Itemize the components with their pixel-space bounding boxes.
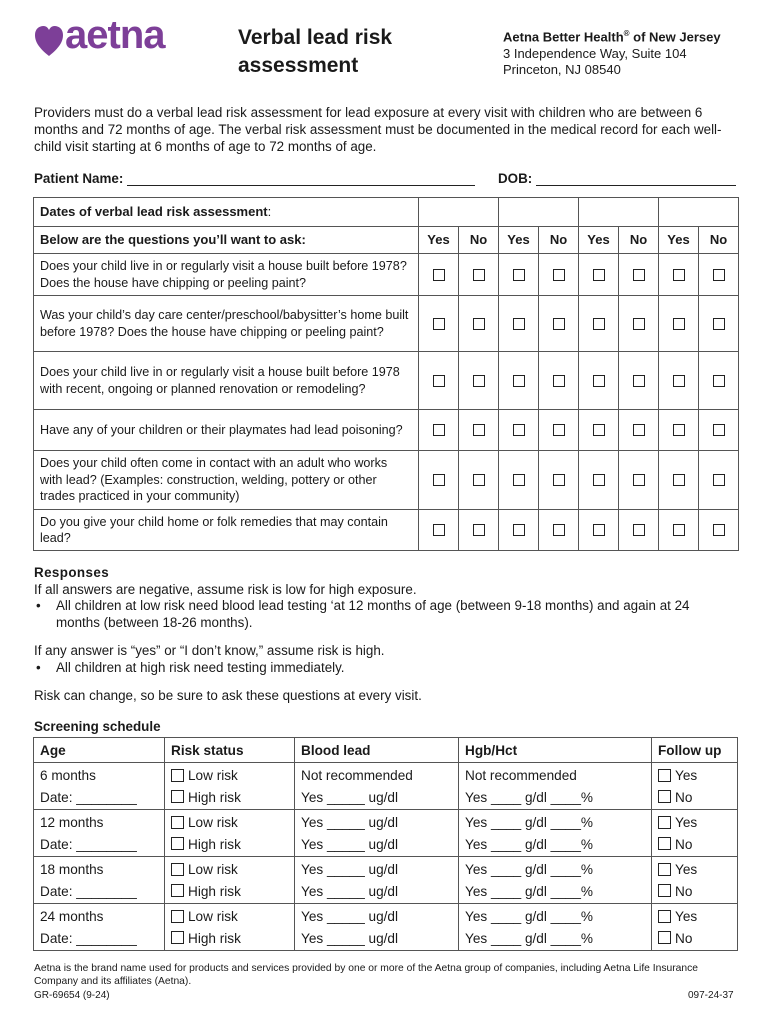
header-age: Age — [34, 738, 165, 763]
follow-no-label: No — [675, 930, 693, 946]
low-risk-label: Low risk — [188, 862, 238, 877]
age: 18 months — [40, 862, 104, 877]
org-address — [503, 26, 721, 79]
col-label: Yes — [579, 227, 619, 254]
page-title — [238, 24, 458, 80]
follow-yes-label: Yes — [675, 862, 698, 877]
header-hgb: Hgb/Hct — [459, 738, 652, 763]
checkbox[interactable] — [513, 318, 525, 330]
high-risk-label: High risk — [188, 883, 241, 899]
schedule-row — [34, 904, 738, 951]
checkbox[interactable] — [713, 524, 725, 536]
col-label: No — [619, 227, 659, 254]
checkbox[interactable] — [633, 474, 645, 486]
checkbox[interactable] — [553, 318, 565, 330]
blood-lead-1[interactable]: Not recommended — [301, 768, 413, 783]
follow-yes-label: Yes — [675, 815, 698, 830]
checkbox[interactable] — [673, 375, 685, 387]
responses-heading: Responses — [34, 565, 110, 580]
header-follow: Follow up — [652, 738, 738, 763]
checkbox[interactable] — [658, 910, 671, 923]
checkbox[interactable] — [433, 318, 445, 330]
checkbox[interactable] — [713, 318, 725, 330]
age: 12 months — [40, 815, 104, 830]
brand-wordmark: aetna — [65, 13, 165, 57]
checkbox[interactable] — [513, 424, 525, 436]
checkbox[interactable] — [433, 474, 445, 486]
checkbox[interactable] — [513, 269, 525, 281]
question-text: Does your child often come in contact with an adult who works with lead? (Examples: construction, welding, pottery or other trades practiced in your community) — [34, 451, 419, 510]
checkbox[interactable] — [473, 375, 485, 387]
checkbox[interactable] — [658, 884, 671, 897]
intro-paragraph: Providers must do a verbal lead risk assessment for lead exposure at every visit with children who are between 6 months and 72 months of age. The verbal risk assessment must be documented in the medical record for each well-child visit starting at 6 months of age to 72 months of age. — [34, 105, 722, 154]
col-label: No — [699, 227, 739, 254]
low-risk-label: Low risk — [188, 815, 238, 830]
date-field-3[interactable] — [579, 198, 659, 227]
question-row — [34, 510, 739, 551]
question-text: Does your child live in or regularly visit a house built before 1978 with recent, ongoing or planned renovation or remodeling? — [34, 352, 419, 410]
hgb-2[interactable]: Yes ____ g/dl ____% — [465, 789, 593, 805]
header-risk: Risk status — [165, 738, 295, 763]
checkbox[interactable] — [473, 474, 485, 486]
question-row — [34, 352, 739, 410]
aetna-logo — [34, 13, 194, 62]
questions-header-row — [34, 227, 739, 254]
positive-text: If any answer is “yes” or “I don’t know,” assume risk is high. — [34, 643, 385, 658]
follow-no-label: No — [675, 836, 693, 852]
header-blood: Blood lead — [295, 738, 459, 763]
questions-header-label: Below are the questions you’ll want to ask: — [34, 227, 419, 254]
col-label: Yes — [419, 227, 459, 254]
checkbox[interactable] — [633, 269, 645, 281]
col-label: No — [459, 227, 499, 254]
checkbox[interactable] — [171, 884, 184, 897]
footer-disclaimer: Aetna is the brand name used for products and services provided by one or more of the Aetna group of companies, including Aetna Life Insurance Company and its affiliates (Aetna). — [34, 963, 698, 987]
checkbox[interactable] — [553, 524, 565, 536]
checkbox[interactable] — [171, 816, 184, 829]
schedule-row — [34, 763, 738, 810]
follow-yes-label: Yes — [675, 909, 698, 924]
hgb-1[interactable]: Yes ____ g/dl ____% — [465, 815, 593, 830]
dates-row — [34, 198, 739, 227]
title-line-1: Verbal lead risk — [238, 26, 393, 49]
date-field[interactable]: Date: ________ — [40, 789, 137, 805]
col-label: Yes — [659, 227, 699, 254]
follow-yes-label: Yes — [675, 768, 698, 783]
patient-name-row — [34, 171, 475, 186]
checkbox[interactable] — [593, 269, 605, 281]
checkbox[interactable] — [713, 474, 725, 486]
positive-bullet: • All children at high risk need testing immediately. — [34, 660, 734, 677]
schedule-row — [34, 810, 738, 857]
checkbox[interactable] — [553, 474, 565, 486]
question-text: Does your child live in or regularly visit a house built before 1978? Does the house have chipping or peeling paint? — [34, 254, 419, 296]
org-name-line — [503, 26, 721, 46]
question-row — [34, 254, 739, 296]
checkbox[interactable] — [658, 816, 671, 829]
negative-text: If all answers are negative, assume risk is low for high exposure. — [34, 581, 417, 597]
registered-mark: ® — [623, 29, 630, 38]
checkbox[interactable] — [171, 837, 184, 850]
blood-lead-2[interactable]: Yes _____ ug/dl — [301, 883, 399, 899]
checkbox[interactable] — [633, 424, 645, 436]
schedule-table — [33, 737, 738, 951]
checkbox[interactable] — [713, 269, 725, 281]
question-row — [34, 410, 739, 451]
date-field-1[interactable] — [419, 198, 499, 227]
checkbox[interactable] — [633, 318, 645, 330]
checkbox[interactable] — [553, 424, 565, 436]
questions-table — [33, 197, 739, 551]
checkbox[interactable] — [593, 474, 605, 486]
schedule-title: Screening schedule — [34, 719, 161, 734]
checkbox[interactable] — [473, 424, 485, 436]
checkbox[interactable] — [593, 318, 605, 330]
risk-note: Risk can change, so be sure to ask these questions at every visit. — [34, 688, 422, 703]
checkbox[interactable] — [593, 424, 605, 436]
question-text: Was your child’s day care center/preschool/babysitter’s home built before 1978? Does the house have chipping or peeling paint? — [34, 296, 419, 352]
checkbox[interactable] — [433, 375, 445, 387]
checkbox[interactable] — [673, 318, 685, 330]
patient-name-label: Patient Name: — [34, 171, 124, 186]
checkbox[interactable] — [593, 375, 605, 387]
blood-lead-1[interactable]: Yes _____ ug/dl — [301, 909, 399, 924]
checkbox[interactable] — [713, 424, 725, 436]
question-row — [34, 451, 739, 510]
blood-lead-2[interactable]: Yes _____ ug/dl — [301, 836, 399, 852]
checkbox[interactable] — [658, 837, 671, 850]
checkbox[interactable] — [171, 863, 184, 876]
dates-label-cell: Dates of verbal lead risk assessment: — [34, 198, 419, 227]
checkbox[interactable] — [633, 375, 645, 387]
checkbox[interactable] — [673, 424, 685, 436]
checkbox[interactable] — [473, 524, 485, 536]
schedule-header-row — [34, 738, 738, 763]
dob-row — [498, 171, 736, 186]
low-risk-label: Low risk — [188, 768, 238, 783]
schedule-row — [34, 857, 738, 904]
checkbox[interactable] — [673, 474, 685, 486]
checkbox[interactable] — [433, 269, 445, 281]
checkbox[interactable] — [553, 269, 565, 281]
checkbox[interactable] — [171, 790, 184, 803]
responses-section — [34, 565, 734, 705]
question-row — [34, 296, 739, 352]
question-text: Do you give your child home or folk remedies that may contain lead? — [34, 510, 419, 551]
blood-lead-2[interactable]: Yes _____ ug/dl — [301, 930, 399, 946]
org-name: Aetna Better Health — [503, 29, 624, 45]
dob-label: DOB: — [498, 171, 533, 186]
high-risk-label: High risk — [188, 836, 241, 852]
date-field[interactable]: Date: ________ — [40, 836, 137, 852]
hgb-1[interactable]: Yes ____ g/dl ____% — [465, 909, 593, 924]
patient-name-field[interactable] — [127, 172, 475, 186]
checkbox[interactable] — [171, 910, 184, 923]
blood-lead-2[interactable]: Yes _____ ug/dl — [301, 789, 399, 805]
checkbox[interactable] — [513, 524, 525, 536]
address-line-2: Princeton, NJ 08540 — [503, 62, 621, 78]
age: 24 months — [40, 909, 104, 924]
checkbox[interactable] — [433, 424, 445, 436]
date-field[interactable]: Date: ________ — [40, 883, 137, 899]
hgb-1[interactable]: Not recommended — [465, 768, 577, 783]
blood-lead-1[interactable]: Yes _____ ug/dl — [301, 862, 399, 877]
col-label: No — [539, 227, 579, 254]
hgb-2[interactable]: Yes ____ g/dl ____% — [465, 883, 593, 899]
checkbox[interactable] — [553, 375, 565, 387]
low-risk-label: Low risk — [188, 909, 238, 924]
checkbox[interactable] — [658, 931, 671, 944]
checkbox[interactable] — [171, 931, 184, 944]
checkbox[interactable] — [673, 524, 685, 536]
checkbox[interactable] — [513, 474, 525, 486]
col-label: Yes — [499, 227, 539, 254]
checkbox[interactable] — [593, 524, 605, 536]
checkbox[interactable] — [658, 863, 671, 876]
doc-code: 097-24-37 — [688, 990, 734, 1001]
hgb-1[interactable]: Yes ____ g/dl ____% — [465, 862, 593, 877]
checkbox[interactable] — [658, 769, 671, 782]
age: 6 months — [40, 768, 96, 783]
checkbox[interactable] — [673, 269, 685, 281]
org-region: of New Jersey — [629, 29, 721, 45]
address-line-1: 3 Independence Way, Suite 104 — [503, 45, 687, 61]
dob-field[interactable] — [536, 172, 736, 186]
checkbox[interactable] — [633, 524, 645, 536]
hgb-2[interactable]: Yes ____ g/dl ____% — [465, 836, 593, 852]
question-text: Have any of your children or their playmates had lead poisoning? — [34, 410, 419, 451]
blood-lead-1[interactable]: Yes _____ ug/dl — [301, 815, 399, 830]
date-field[interactable]: Date: ________ — [40, 930, 137, 946]
checkbox[interactable] — [171, 769, 184, 782]
date-field-4[interactable] — [659, 198, 739, 227]
high-risk-label: High risk — [188, 930, 241, 946]
checkbox[interactable] — [473, 269, 485, 281]
checkbox[interactable] — [433, 524, 445, 536]
checkbox[interactable] — [473, 318, 485, 330]
follow-no-label: No — [675, 883, 693, 899]
checkbox[interactable] — [513, 375, 525, 387]
high-risk-label: High risk — [188, 789, 241, 805]
title-line-2: assessment — [238, 54, 359, 77]
date-field-2[interactable] — [499, 198, 579, 227]
form-code: GR-69654 (9-24) — [34, 990, 110, 1001]
checkbox[interactable] — [713, 375, 725, 387]
negative-bullet: • All children at low risk need blood lead testing ‘at 12 months of age (between 9-18 months) and again at 24 months (between 18-26 months). — [34, 598, 734, 631]
follow-no-label: No — [675, 789, 693, 805]
hgb-2[interactable]: Yes ____ g/dl ____% — [465, 930, 593, 946]
checkbox[interactable] — [658, 790, 671, 803]
